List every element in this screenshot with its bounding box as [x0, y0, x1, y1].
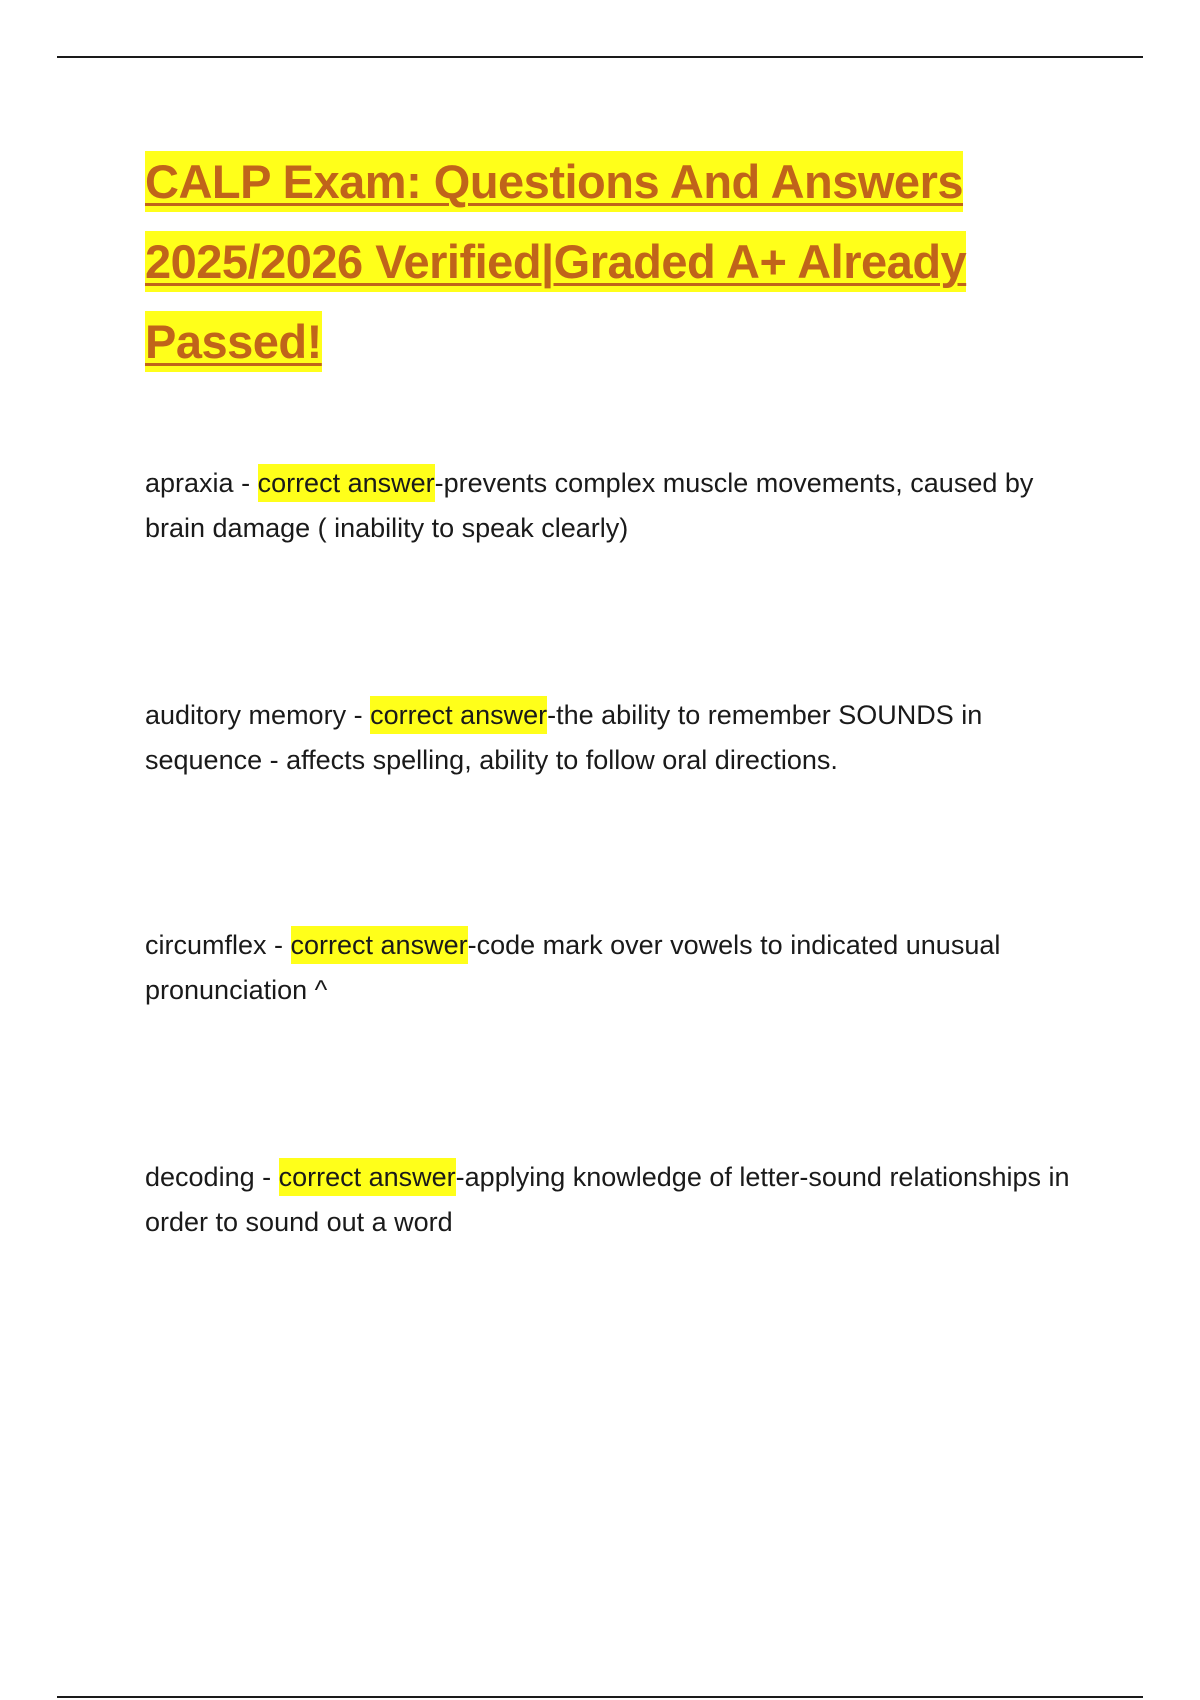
qa-entry [145, 461, 1095, 551]
entry-answer-label: correct answer [291, 926, 468, 964]
entry-term: auditory memory [145, 700, 347, 730]
qa-entry [145, 693, 1095, 783]
footer-rule [57, 1696, 1143, 1698]
entry-separator: - [346, 700, 371, 730]
entry-definition: -code mark over vowels to indicated unusual pronunciation ^ [145, 930, 1001, 1005]
entry-definition: -applying knowledge of letter-sound relationships in order to sound out a word [145, 1162, 1070, 1237]
entry-term: apraxia [145, 468, 234, 498]
page-title [145, 142, 1105, 382]
header-rule [57, 56, 1143, 58]
entry-separator: - [254, 1162, 279, 1192]
entry-answer-label: correct answer [279, 1158, 456, 1196]
entry-term: circumflex [145, 930, 267, 960]
entry-answer-label: correct answer [258, 464, 435, 502]
qa-entry [145, 923, 1095, 1013]
entry-term: decoding [145, 1162, 255, 1192]
entry-definition: -the ability to remember SOUNDS in sequence - affects spelling, ability to follow oral directions. [145, 700, 983, 775]
qa-entry [145, 1155, 1095, 1245]
entry-separator: - [266, 930, 291, 960]
page-title-text: CALP Exam: Questions And Answers 2025/2026 Verified|Graded A+ Already Passed! [145, 151, 966, 372]
entry-separator: - [233, 468, 258, 498]
entry-definition: -prevents complex muscle movements, caused by brain damage ( inability to speak clearly) [145, 468, 1034, 543]
title-block [145, 142, 1105, 382]
entry-answer-label: correct answer [370, 696, 547, 734]
